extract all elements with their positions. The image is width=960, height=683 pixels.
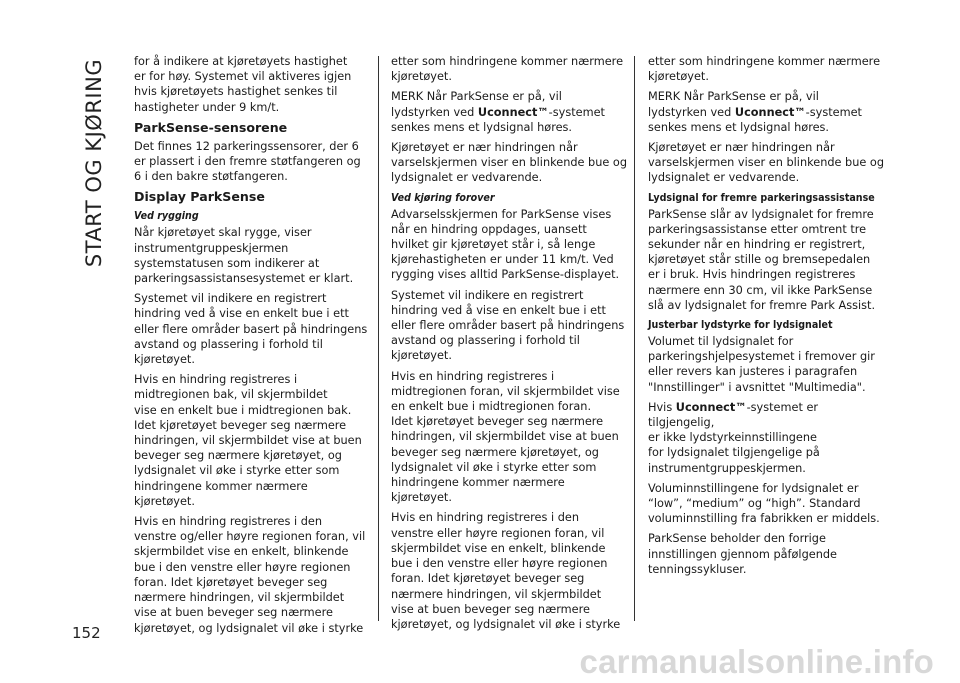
paragraph: Advarselsskjermen for ParkSense vises når en hindring oppdages, uansett hvilket gir kjøretøyet står i, så lenge kjørehastigheten er under 11 km/t. Ved rygging vises alltid ParkSense-displayet. [391, 207, 620, 282]
paragraph: Kjøretøyet er nær hindringen når varselskjermen viser en blinkende bue og lydsignalet er vedvarende. [391, 141, 628, 185]
note-paragraph: MERK Når ParkSense er på, vil lydstyrken ved Uconnect™-systemet senkes mens et lydsignal høres. [391, 90, 605, 134]
text-column-2 [391, 54, 627, 637]
text-column-1 [134, 54, 370, 641]
heading-display-parksense: Display ParkSense [134, 189, 265, 205]
brand-name: Uconnect™ [734, 105, 806, 119]
paragraph: Hvis en hindring registreres i den venstre og/eller høyre regionen foran, vil skjermbildet vise en enkelt, blinkende bue i den venstre eller høyre regionen foran. Idet kjøretøyet beveger seg nærmere hindringen, vil skjermbildet vise at buen beveger seg nærmere kjøretøyet, og lydsignalet vil øke i styrke [134, 515, 366, 635]
paragraph: etter som hindringene kommer nærmere kjøretøyet. [648, 55, 881, 84]
paragraph: Volumet til lydsignalet for parkeringshjelpesystemet i fremover gir eller revers kan justeres i paragrafen "Innstillinger" i avsnittet "Multimedia". [648, 335, 875, 394]
watermark-logo: carmanualsonline.info [579, 643, 934, 680]
subheading-volume: Justerbar lydstyrke for lydsignalet [648, 319, 833, 332]
paragraph: for å indikere at kjøretøyets hastighet er for høy. Systemet vil aktiveres igjen hvis kjøretøyets hastighet senkes til hastigheter under 9 km/t. [134, 55, 352, 114]
paragraph: Hvis Uconnect™-systemet er tilgjengelig, er ikke lydstyrkeinnstillingene for lydsignalet tilgjengelige på instrumentgruppeskjermen. [648, 400, 820, 475]
paragraph: Hvis en hindring registreres i midtregionen bak, vil skjermbildet vise en enkelt bue i midtregionen bak. Idet kjøretøyet beveger seg nærmere hindringen, vil skjermbildet vise at buen beveger seg nærmere kjøretøyet, og lydsignalet vil øke i styrke etter som hindringene kommer nærmere kjøretøyet. [134, 373, 362, 508]
subheading-reverse: Ved rygging [134, 210, 199, 223]
subheading-front-signal: Lydsignal for fremre parkeringsassistanse [648, 191, 875, 204]
paragraph: Når kjøretøyet skal rygge, viser instrumentgruppeskjermen systemstatusen som indikerer at parkeringsassistansesystemet er klart. [134, 226, 354, 286]
section-title: START OG KJØRING [82, 58, 106, 267]
paragraph: etter som hindringene kommer nærmere kjøretøyet. [391, 55, 624, 84]
column-divider [378, 56, 379, 621]
paragraph: Det finnes 12 parkeringssensorer, der 6 er plassert i den fremre støtfangeren og 6 i den bakre støtfangeren. [134, 139, 361, 184]
paragraph: Kjøretøyet er nær hindringen når varselskjermen viser en blinkende bue og lydsignalet er vedvarende. [648, 141, 885, 185]
paragraph: Hvis en hindring registreres i midtregionen foran, vil skjermbildet vise en enkelt bue i midtregionen foran. Idet kjøretøyet beveger seg nærmere hindringen, vil skjermbildet vise at buen beveger seg nærmere kjøretøyet, og lydsignalet vil øke i styrke etter som hindringene kommer nærmere kjøretøyet. [391, 369, 620, 505]
heading-parksense-sensors: ParkSense-sensorene [134, 119, 288, 135]
paragraph: ParkSense beholder den forrige innstillingen gjennom påfølgende tenningssykluser. [648, 532, 837, 576]
text-column-3 [648, 54, 884, 582]
paragraph: Systemet vil indikere en registrert hindring ved å vise en enkelt bue i ett eller flere områder basert på hindringens avstand og plassering i forhold til kjøretøyet. [134, 292, 368, 367]
brand-name: Uconnect™ [675, 400, 747, 414]
subheading-forward: Ved kjøring forover [391, 191, 495, 204]
column-divider [634, 56, 635, 621]
paragraph: ParkSense slår av lydsignalet for fremre parkeringsassistanse etter omtrent tre sekunder når en hindring er registrert, kjøretøyet står stille og bremsepedalen er i bruk. Hvis hindringen registreres nærmere enn 30 cm, vil ikke ParkSense slå av lydsignalet for fremre Park Assist. [648, 207, 876, 312]
paragraph: Voluminnstillingene for lydsignalet er “low”, “medium” og “high”. Standard voluminnstilling fra fabrikken er middels. [648, 481, 880, 526]
note-paragraph: MERK Når ParkSense er på, vil lydstyrken ved Uconnect™-systemet senkes mens et lydsignal høres. [648, 90, 862, 134]
paragraph: Hvis en hindring registreres i den venstre eller høyre regionen foran, vil skjermbildet vise en enkelt, blinkende bue i den venstre eller høyre regionen foran. Idet kjøretøyet beveger seg nærmere hindringen, vil skjermbildet vise at buen beveger seg nærmere kjøretøyet, og lydsignalet vil øke i styrke [391, 511, 621, 631]
brand-name: Uconnect™ [477, 105, 549, 119]
paragraph: Systemet vil indikere en registrert hindring ved å vise en enkelt bue i ett eller flere områder basert på hindringens avstand og plassering i forhold til kjøretøyet. [391, 288, 625, 363]
page-number: 152 [72, 624, 101, 642]
